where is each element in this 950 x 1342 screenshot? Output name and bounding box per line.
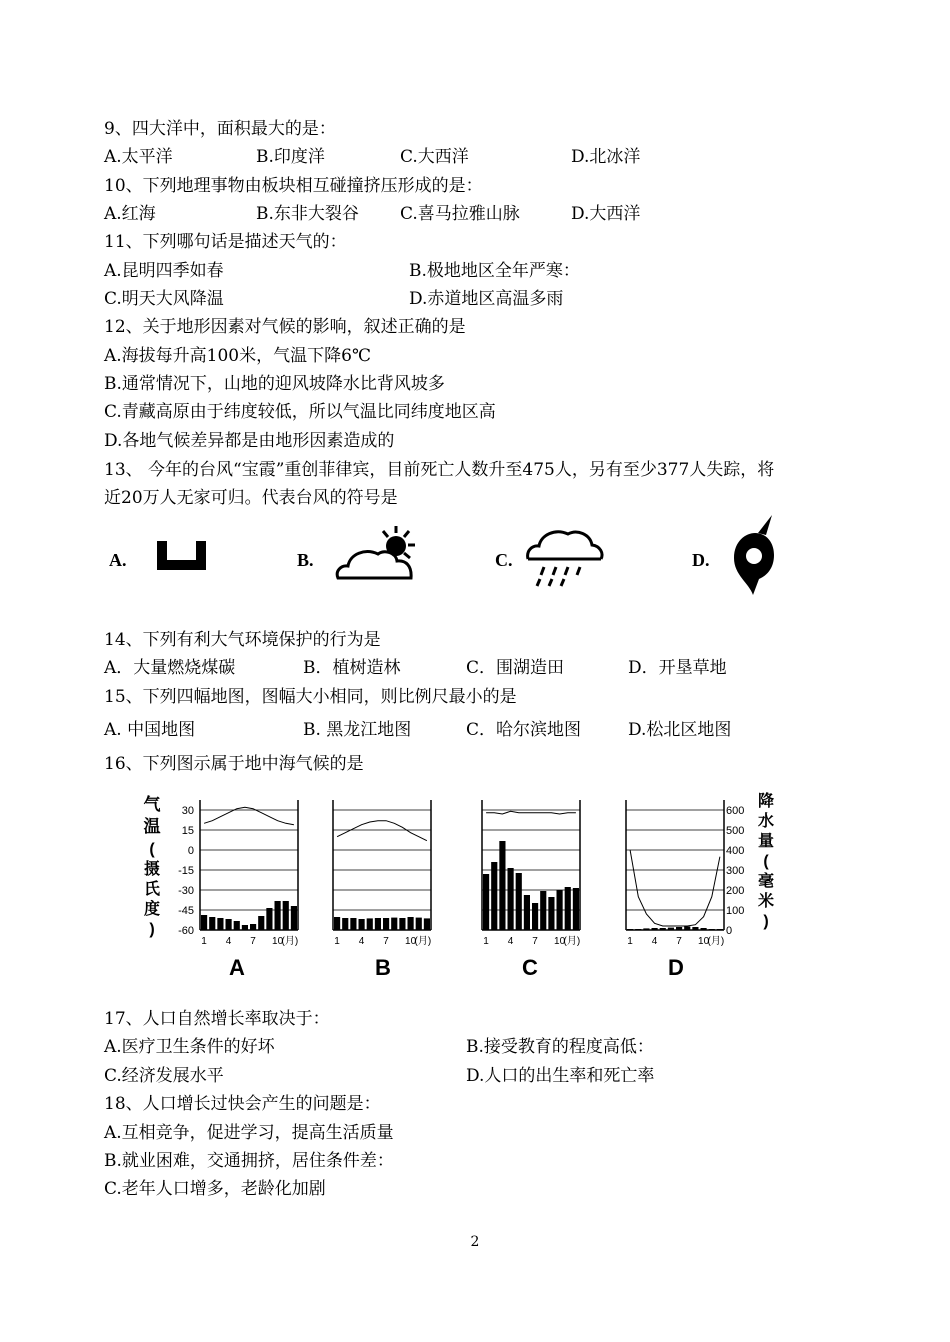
precip-bar xyxy=(709,929,715,930)
q18-option-c: C.老年人口增多，老龄化加剧 xyxy=(104,1179,326,1199)
left-axis-title-char: 温 xyxy=(143,817,161,836)
left-axis-title-char: ( xyxy=(149,841,155,858)
q17-option-c: C.经济发展水平 xyxy=(104,1066,224,1086)
precip-bar xyxy=(334,917,340,930)
month-tick-label: 7 xyxy=(532,936,538,947)
precip-bar xyxy=(408,917,414,930)
precip-bar xyxy=(291,906,297,930)
q17-option-d: D.人口的出生率和死亡率 xyxy=(466,1066,655,1086)
precip-tick-label: 500 xyxy=(726,825,745,837)
temp-tick-label: 30 xyxy=(181,805,194,817)
q15-option-b: B. 黑龙江地图 xyxy=(303,720,412,740)
q18-stem: 18、人口增长过快会产生的问题是： xyxy=(104,1094,381,1114)
q17-option-a: A.医疗卫生条件的好坏 xyxy=(104,1037,275,1057)
q10-stem: 10、下列地理事物由板块相互碰撞挤压形成的是： xyxy=(104,176,483,196)
month-tick-label: 1 xyxy=(627,936,633,947)
month-tick-label: 4 xyxy=(651,936,658,947)
precip-bar xyxy=(242,925,248,930)
precip-bar xyxy=(565,887,571,930)
precip-bar xyxy=(217,918,223,930)
right-axis-title-char: 降 xyxy=(757,793,775,810)
q9-option-d: D.北冰洋 xyxy=(571,147,641,167)
temp-tick-label: -15 xyxy=(178,865,194,877)
typhoon-icon xyxy=(728,513,782,597)
precip-bar xyxy=(668,928,674,930)
q9-option-a: A.太平洋 xyxy=(104,147,173,167)
q11-option-d: D.赤道地区高温多雨 xyxy=(409,289,564,309)
precip-bar xyxy=(201,915,207,930)
chart-label-a: A xyxy=(229,955,245,980)
precip-bar xyxy=(375,918,381,930)
precip-bar xyxy=(717,929,723,930)
month-unit-label: (月) xyxy=(563,936,581,947)
precip-bar xyxy=(258,916,264,930)
precip-bar xyxy=(652,928,658,930)
temperature-line xyxy=(486,811,576,814)
month-tick-label: 1 xyxy=(483,936,489,947)
precip-bar xyxy=(516,873,522,930)
precip-bar xyxy=(701,928,707,930)
precip-bar xyxy=(499,841,505,930)
precip-tick-label: 300 xyxy=(726,865,745,877)
left-axis-title-char: 气 xyxy=(143,795,161,814)
q9-option-c: C.大西洋 xyxy=(400,147,469,167)
q13-label-c: C. xyxy=(495,550,513,570)
q11-option-c: C.明天大风降温 xyxy=(104,289,224,309)
q10-option-d: D.大西洋 xyxy=(571,204,641,224)
precip-bar xyxy=(226,919,232,930)
right-axis-title-char: 量 xyxy=(757,833,775,850)
month-tick-label: 10 xyxy=(698,936,710,947)
q15-stem: 15、下列四幅地图，图幅大小相同，则比例尺最小的是 xyxy=(104,687,517,707)
precip-bar xyxy=(643,928,649,930)
q11-stem: 11、下列哪句话是描述天气的： xyxy=(104,232,347,252)
right-axis-title-char: ( xyxy=(763,853,769,870)
precip-bar xyxy=(540,891,546,930)
month-tick-label: 10 xyxy=(554,936,566,947)
precip-bar xyxy=(684,926,690,930)
temp-tick-label: -30 xyxy=(178,885,194,897)
chart-label-d: D xyxy=(668,955,684,980)
q12-option-a: A.海拔每升高100米，气温下降6℃ xyxy=(104,346,371,366)
q13-label-d: D. xyxy=(692,550,710,570)
q12-stem: 12、关于地形因素对气候的影响，叙述正确的是 xyxy=(104,317,466,337)
q13-label-b: B. xyxy=(297,550,314,570)
partly-cloudy-icon xyxy=(333,524,423,584)
precip-bar xyxy=(234,921,240,930)
month-tick-label: 4 xyxy=(507,936,514,947)
precip-bar xyxy=(367,918,373,930)
q12-option-c: C.青藏高原由于纬度较低，所以气温比同纬度地区高 xyxy=(104,402,496,422)
month-tick-label: 10 xyxy=(405,936,417,947)
precip-bar xyxy=(491,862,497,930)
precip-tick-label: 0 xyxy=(726,925,733,937)
left-axis-title-char: 度 xyxy=(143,901,161,918)
precip-bar xyxy=(508,868,514,930)
precip-tick-label: 100 xyxy=(726,905,745,917)
precip-bar xyxy=(209,917,215,930)
right-axis-title-char: ) xyxy=(763,913,769,930)
q17-stem: 17、人口自然增长率取决于： xyxy=(104,1009,330,1029)
precip-bar xyxy=(573,888,579,930)
left-axis-title-char: ) xyxy=(149,921,155,938)
temp-tick-label: 0 xyxy=(187,845,194,857)
q14-option-a: A．大量燃烧煤碳 xyxy=(104,658,236,678)
temperature-line xyxy=(630,850,720,926)
q12-option-b: B.通常情况下，山地的迎风坡降水比背风坡多 xyxy=(104,374,445,394)
month-tick-label: 10 xyxy=(272,936,284,947)
q9-option-b: B.印度洋 xyxy=(256,147,325,167)
page-number: 2 xyxy=(470,1234,480,1250)
right-axis-title-char: 米 xyxy=(757,893,775,910)
precip-bar xyxy=(416,918,422,930)
month-unit-label: (月) xyxy=(414,936,432,947)
precip-bar xyxy=(275,901,281,930)
left-axis-title-char: 氏 xyxy=(143,881,161,898)
month-unit-label: (月) xyxy=(707,936,725,947)
precip-tick-label: 200 xyxy=(726,885,745,897)
precip-bar xyxy=(424,918,430,930)
climate-charts-figure xyxy=(130,784,790,984)
right-axis-title-char: 水 xyxy=(757,813,775,830)
q14-option-b: B．植树造林 xyxy=(303,658,401,678)
month-tick-label: 1 xyxy=(201,936,207,947)
month-tick-label: 7 xyxy=(250,936,256,947)
q11-option-a: A.昆明四季如春 xyxy=(104,261,224,281)
q10-option-a: A.红海 xyxy=(104,204,156,224)
q13-label-a: A. xyxy=(109,550,127,570)
q13-stem-line2: 近20万人无家可归。代表台风的符号是 xyxy=(104,488,398,508)
temperature-line xyxy=(337,821,427,841)
precip-bar xyxy=(660,928,666,930)
temp-tick-label: 15 xyxy=(181,825,194,837)
temp-tick-label: -45 xyxy=(178,905,194,917)
q14-option-d: D．开垦草地 xyxy=(628,658,727,678)
q11-option-b: B.极地地区全年严寒： xyxy=(409,261,580,281)
cold-front-symbol-icon xyxy=(152,538,212,574)
left-axis-title-char: 摄 xyxy=(143,861,161,878)
precip-bar xyxy=(483,874,489,930)
rain-icon xyxy=(524,525,604,591)
month-unit-label: (月) xyxy=(281,936,299,947)
q17-option-b: B.接受教育的程度高低： xyxy=(466,1037,654,1057)
precip-bar xyxy=(283,901,289,930)
right-axis-title-char: 毫 xyxy=(757,873,775,890)
month-tick-label: 4 xyxy=(358,936,365,947)
precip-bar xyxy=(383,918,389,930)
q14-option-c: C．围湖造田 xyxy=(466,658,565,678)
q13-stem-line1: 13、 今年的台风“宝霞”重创菲律宾，目前死亡人数升至475人，另有至少377人失踪，将 xyxy=(104,460,775,480)
q15-option-d: D.松北区地图 xyxy=(628,720,732,740)
q9-stem: 9、四大洋中，面积最大的是： xyxy=(104,119,336,139)
precip-bar xyxy=(635,929,641,930)
precip-bar xyxy=(266,908,272,930)
month-tick-label: 4 xyxy=(225,936,232,947)
month-tick-label: 7 xyxy=(383,936,389,947)
precip-bar xyxy=(342,918,348,930)
temp-tick-label: -60 xyxy=(178,925,194,937)
q15-option-c: C．哈尔滨地图 xyxy=(466,720,582,740)
precip-bar xyxy=(676,927,682,930)
precip-bar xyxy=(524,895,530,930)
precip-bar xyxy=(548,897,554,930)
chart-label-c: C xyxy=(522,955,538,980)
precip-bar xyxy=(692,927,698,930)
q10-option-b: B.东非大裂谷 xyxy=(256,204,359,224)
precip-bar xyxy=(359,919,365,930)
precip-bar xyxy=(399,918,405,930)
precip-bar xyxy=(350,918,356,930)
chart-label-b: B xyxy=(375,955,391,980)
precip-tick-label: 600 xyxy=(726,805,745,817)
precip-bar xyxy=(391,918,397,930)
precip-bar xyxy=(557,890,563,930)
q10-option-c: C.喜马拉雅山脉 xyxy=(400,204,520,224)
q16-stem: 16、下列图示属于地中海气候的是 xyxy=(104,754,364,774)
month-tick-label: 7 xyxy=(676,936,682,947)
q12-option-d: D.各地气候差异都是由地形因素造成的 xyxy=(104,431,395,451)
q15-option-a: A. 中国地图 xyxy=(104,720,196,740)
q14-stem: 14、下列有利大气环境保护的行为是 xyxy=(104,630,381,650)
q18-option-b: B.就业困难，交通拥挤，居住条件差： xyxy=(104,1151,394,1171)
precip-bar xyxy=(627,929,633,930)
month-tick-label: 1 xyxy=(334,936,340,947)
precip-tick-label: 400 xyxy=(726,845,745,857)
precip-bar xyxy=(250,924,256,930)
q18-option-a: A.互相竞争，促进学习，提高生活质量 xyxy=(104,1123,394,1143)
precip-bar xyxy=(532,903,538,930)
